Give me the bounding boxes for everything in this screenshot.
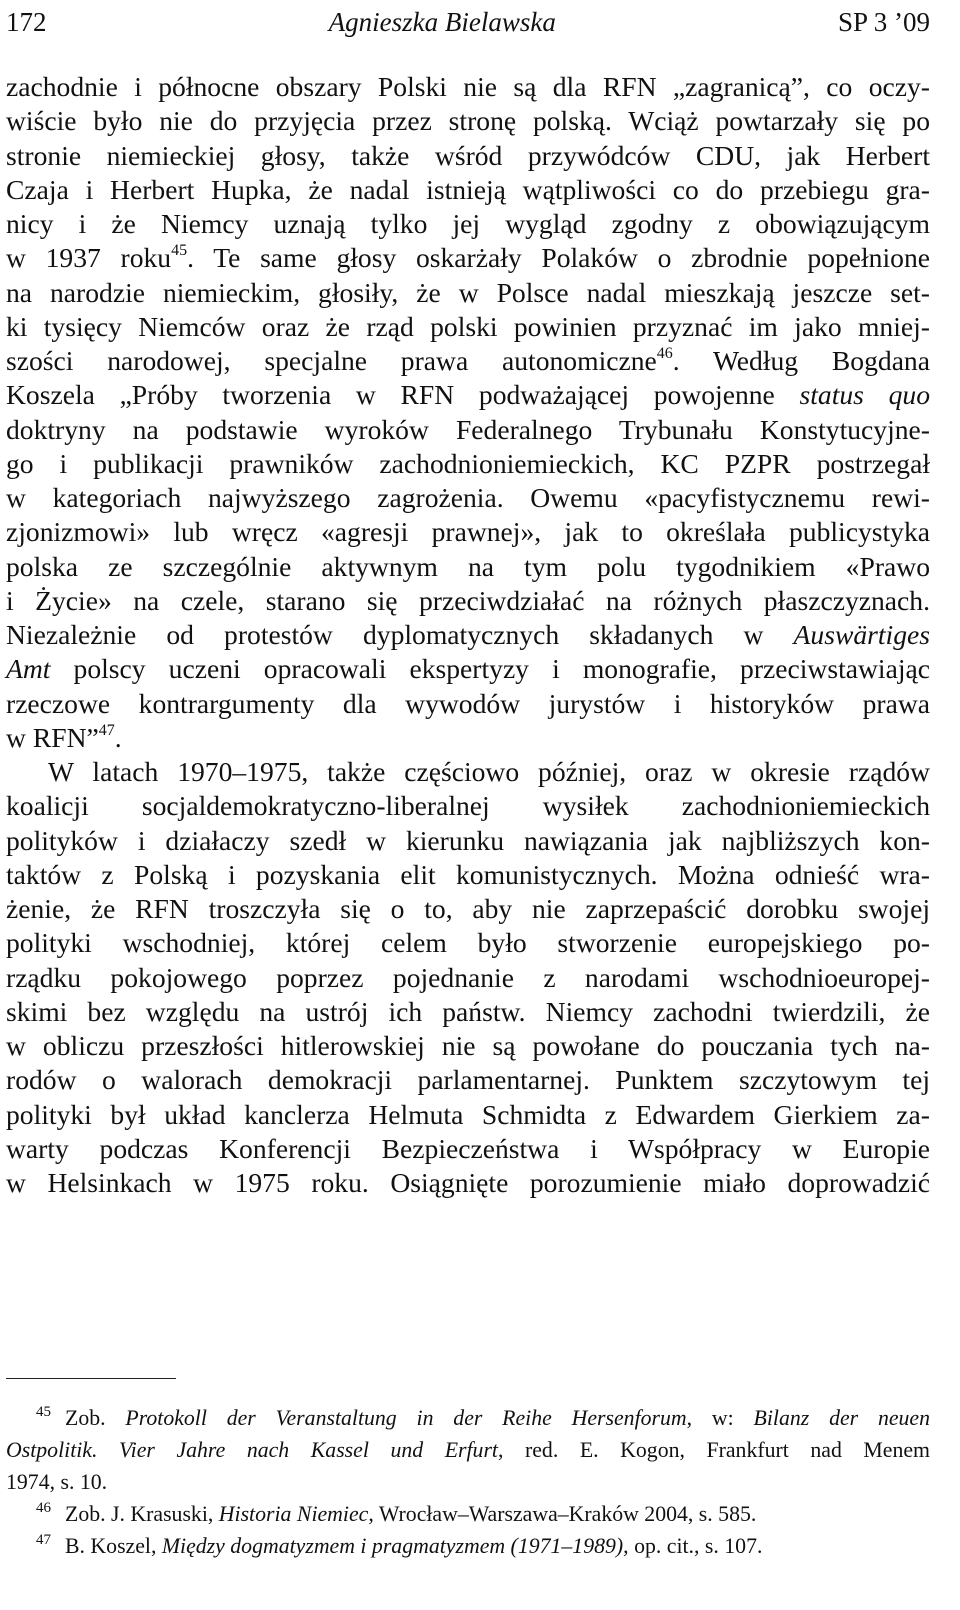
text-line: w kategoriach najwyższego zagrożenia. Owemu «pacyfistycznemu rewi- (6, 482, 930, 513)
text-line: nicy i że Niemcy uznają tylko jej wygląd zgodny z obowiązującym (6, 208, 930, 239)
text-line (6, 378, 930, 412)
footnote-ref-46[interactable]: 46 (656, 344, 673, 362)
footnote-45-line (6, 1434, 930, 1466)
text-fragment: szości narodowej, specjalne prawa autonomiczne (6, 345, 657, 376)
main-text (6, 70, 930, 1200)
footnote-46 (6, 1498, 930, 1530)
text-fragment: B. Koszel, (65, 1534, 162, 1558)
text-fragment: . Te same głosy oskarżały Polaków o zbrodnie popełnione (187, 242, 930, 274)
text-fragment: , Wrocław–Warszawa–Kraków 2004, s. 585. (368, 1502, 757, 1526)
text-line: zachodnie i północne obszary Polski nie są dla RFN „zagranicą”, co oczy- (6, 71, 930, 102)
footnotes (6, 1402, 930, 1562)
footnote-45 (6, 1402, 930, 1434)
text-line: na narodzie niemieckim, głosiły, że w Polsce nadal mieszkają jeszcze set- (6, 276, 930, 308)
text-line (6, 721, 930, 755)
text-fragment: w 1937 roku (6, 242, 172, 274)
footnote-45-line: 1974, s. 10. (6, 1470, 108, 1494)
footnote-number: 46 (36, 1500, 51, 1516)
text-line: i Życie» na czele, starano się przeciwdziałać na różnych płaszczyznach. (6, 584, 930, 616)
text-line: rzeczowe kontrargumenty dla wywodów jurystów i historyków prawa (6, 687, 930, 719)
text-line: rządku pokojowego poprzez pojednanie z narodami wschodnioeuropej- (6, 961, 930, 993)
text-line (6, 652, 930, 686)
text-line: warty podczas Konferencji Bezpieczeństwa i Współpracy w Europie (6, 1132, 930, 1164)
text-fragment: , red. E. Kogon, Frankfurt nad Menem (497, 1438, 930, 1462)
text-line: go i publikacji prawników zachodnioniemieckich, KC PZPR postrzegał (6, 447, 930, 479)
text-line (6, 241, 930, 275)
italic-term: Auswärtiges (793, 619, 930, 650)
text-fragment: . (114, 721, 122, 753)
text-line: wiście było nie do przyjęcia przez stronę polską. Wciąż powtarzały się po (6, 105, 930, 137)
text-line: polityki był układ kanclerza Helmuta Schmidta z Edwardem Gierkiem za- (6, 1098, 930, 1130)
text-line: rodów o walorach demokracji parlamentarnej. Punktem szczytowym tej (6, 1064, 930, 1096)
text-line: żenie, że RFN troszczyła się o to, aby nie zaprzepaścić dorobku swojej (6, 893, 930, 924)
text-fragment: Niezależnie od protestów dyplomatycznych składanych w (6, 619, 794, 650)
text-line: stronie niemieckiej głosy, także wśród przywódców CDU, jak Herbert (6, 139, 930, 171)
text-fragment: Zob. J. Krasuski, (65, 1502, 219, 1526)
footnote-number: 47 (36, 1532, 51, 1548)
text-fragment: , w: (686, 1406, 754, 1430)
italic-title: Bilanz der neuen (753, 1406, 930, 1430)
text-line (6, 344, 930, 378)
text-line: w obliczu przeszłości hitlerowskiej nie są powołane do pouczania tych na- (6, 1030, 930, 1061)
footnote-ref-47[interactable]: 47 (98, 721, 115, 739)
text-line: polityki wschodniej, której celem było stworzenie europejskiego po- (6, 927, 930, 959)
text-fragment: w RFN” (6, 721, 99, 753)
italic-title: Między dogmatyzmem i pragmatyzmem (1971–1989) (161, 1534, 624, 1558)
text-line: ki tysięcy Niemców oraz że rząd polski powinien przyznać im jako mniej- (6, 310, 930, 342)
text-fragment: Zob. (65, 1406, 126, 1430)
text-line: W latach 1970–1975, także częściowo później, oraz w okresie rządów (48, 756, 930, 787)
page-number: 172 (6, 7, 47, 37)
footnote-47 (6, 1530, 930, 1562)
text-fragment: . Według Bogdana (672, 345, 930, 376)
text-fragment: polscy uczeni opracowali ekspertyzy i monografie, przeciwstawiając (50, 653, 930, 685)
text-line: w Helsinkach w 1975 roku. Osiągnięte porozumienie miało doprowadzić (6, 1167, 930, 1198)
italic-title: Ostpolitik. Vier Jahre nach Kassel und Erfurt (6, 1438, 498, 1462)
italic-term: status quo (799, 379, 930, 411)
text-line: doktryny na podstawie wyroków Federalnego Trybunału Konstytucyjne- (6, 413, 930, 445)
text-fragment: Koszela „Próby tworzenia w RFN podważającej powojenne (6, 379, 800, 411)
footnote-separator (6, 1378, 176, 1379)
running-author: Agnieszka Bielawska (328, 7, 556, 37)
italic-title: Historia Niemiec (218, 1502, 369, 1526)
text-fragment: , op. cit., s. 107. (623, 1534, 763, 1558)
text-line: polityków i działaczy szedł w kierunku nawiązania jak najbliższych kon- (6, 824, 930, 856)
text-line (6, 618, 930, 652)
text-line: taktów z Polską i pozyskania elit komunistycznych. Można odnieść wra- (6, 858, 930, 890)
text-line: Czaja i Herbert Hupka, że nadal istnieją wątpliwości co do przebiegu gra- (6, 173, 930, 205)
footnote-number: 45 (36, 1404, 51, 1420)
italic-title: Protokoll der Veranstaltung in der Reihe Hersenforum (125, 1406, 687, 1430)
journal-issue: SP 3 ’09 (837, 7, 930, 37)
text-line: polska ze szczególnie aktywnym na tym polu tygodnikiem «Prawo (6, 550, 930, 582)
text-line: skimi bez względu na ustrój ich państw. Niemcy zachodni twierdzili, że (6, 995, 930, 1027)
text-line: zjonizmowi» lub wręcz «agresji prawnej», jak to określała publicystyka (6, 516, 930, 548)
text-line: koalicji socjaldemokratyczno-liberalnej wysiłek zachodnioniemieckich (6, 790, 930, 822)
footnote-ref-45[interactable]: 45 (171, 242, 188, 260)
running-header (6, 0, 930, 44)
italic-term: Amt (6, 653, 51, 685)
